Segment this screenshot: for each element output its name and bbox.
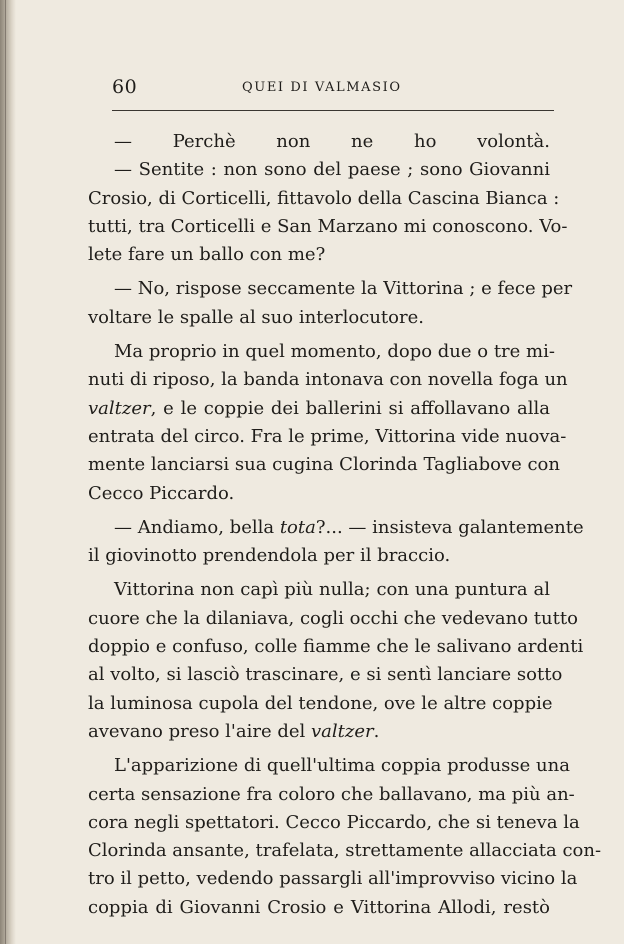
italic-word: valtzer <box>88 397 151 419</box>
text-line: Crosio, di Corticelli, fittavolo della Cascina Bianca : <box>88 187 560 209</box>
header-rule <box>112 110 554 111</box>
italic-word: tota <box>279 516 316 538</box>
text-line: lete fare un ballo con me? <box>88 244 326 266</box>
text-line: al volto, si lasciò trascinare, e si sentì lanciare sotto <box>88 664 563 686</box>
text-line: — Perchè non ne ho volontà. <box>114 131 550 152</box>
text-line: Ma proprio in quel momento, dopo due o tre mi- <box>114 341 555 363</box>
text-line: certa sensazione fra coloro che ballavano, ma più an- <box>88 783 575 805</box>
text-line: la luminosa cupola del tendone, ove le altre coppie <box>88 692 553 714</box>
text-line: tro il petto, vedendo passargli all'improvviso vicino la <box>88 868 578 890</box>
text-line: — Sentite : non sono del paese ; sono Giovanni <box>114 159 550 181</box>
body-text <box>88 128 602 922</box>
text-line: Vittorina non capì più nulla; con una puntura al <box>114 579 550 601</box>
text-line: — No, rispose seccamente la Vittorina ; e fece per <box>114 278 573 300</box>
text-line: voltare le spalle al suo interlocutore. <box>88 306 424 328</box>
text-line: nuti di riposo, la banda intonava con novella foga un <box>88 369 568 391</box>
page-header <box>112 76 554 106</box>
text-line: cora negli spettatori. Cecco Piccardo, che si teneva la <box>88 811 580 833</box>
page-number: 60 <box>112 76 138 98</box>
text-line: — Andiamo, bella tota?... — insisteva galantemente <box>114 516 584 538</box>
running-title: QUEI DI VALMASIO <box>242 80 402 95</box>
text-line: valtzer, e le coppie dei ballerini si affollavano alla <box>88 397 550 419</box>
text-line: coppia di Giovanni Crosio e Vittorina Allodi, restò <box>88 896 550 918</box>
text-line: Clorinda ansante, trafelata, strettamente allacciata con- <box>88 840 602 862</box>
italic-word: valtzer <box>311 720 374 742</box>
binding-edge-line <box>5 0 6 944</box>
text-line: mente lanciarsi sua cugina Clorinda Tagliabove con <box>88 454 560 476</box>
text-line: Cecco Piccardo. <box>88 482 235 504</box>
text-line: doppio e confuso, colle fiamme che le salivano ardenti <box>88 636 584 658</box>
text-line: il giovinotto prendendola per il braccio. <box>88 545 451 567</box>
text-line: tutti, tra Corticelli e San Marzano mi conoscono. Vo- <box>88 215 568 237</box>
text-line: avevano preso l'aire del valtzer. <box>88 720 380 742</box>
text-line: cuore che la dilaniava, cogli occhi che vedevano tutto <box>88 607 578 629</box>
page-binding-shadow <box>0 0 16 944</box>
text-line: L'apparizione di quell'ultima coppia produsse una <box>114 755 570 777</box>
text-line: entrata del circo. Fra le prime, Vittorina vide nuova- <box>88 425 567 447</box>
